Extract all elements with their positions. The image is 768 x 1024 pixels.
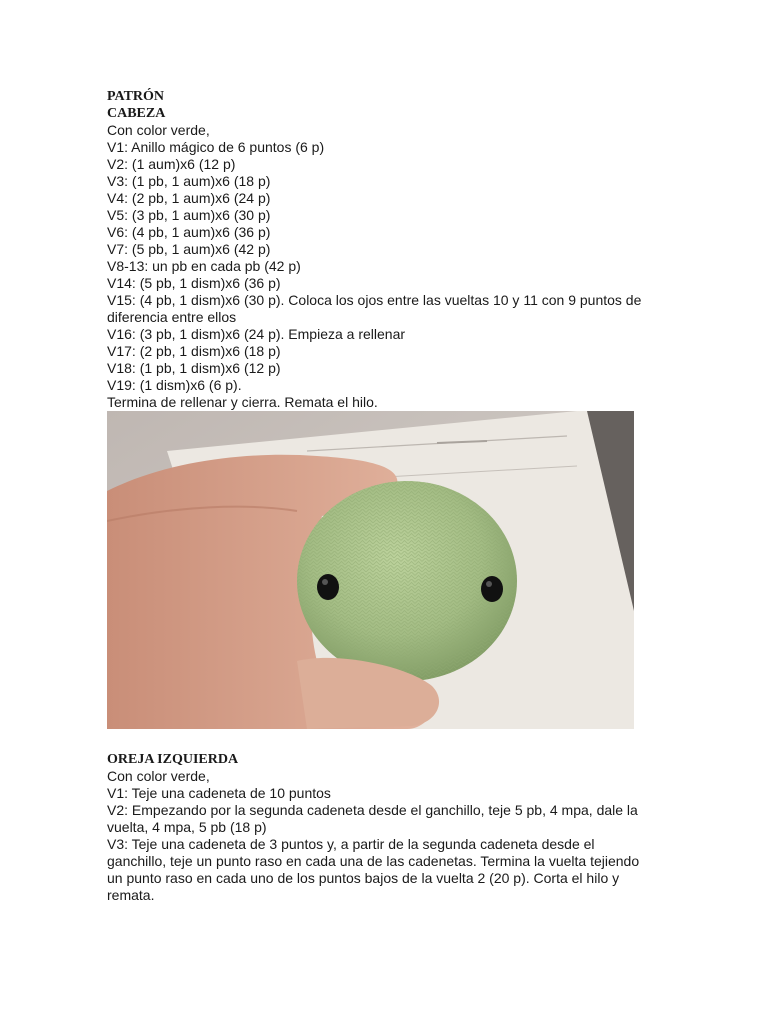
instruction-line: V17: (2 pb, 1 dism)x6 (18 p): [107, 343, 281, 359]
instruction-line: diferencia entre ellos: [107, 309, 237, 325]
eye-right-icon: [481, 576, 503, 602]
instruction-line: V3: (1 pb, 1 aum)x6 (18 p): [107, 173, 271, 189]
left-ear-instructions: [107, 768, 677, 904]
instruction-line: remata.: [107, 887, 155, 903]
instruction-line: V16: (3 pb, 1 dism)x6 (24 p). Empieza a rellenar: [107, 326, 406, 342]
instruction-line: vuelta, 4 mpa, 5 pb (18 p): [107, 819, 267, 835]
spacer: [107, 729, 677, 751]
head-instructions: [107, 122, 677, 411]
document-page: [107, 88, 677, 904]
instruction-line: V4: (2 pb, 1 aum)x6 (24 p): [107, 190, 271, 206]
instruction-line: Con color verde,: [107, 122, 210, 138]
instruction-line: V3: Teje una cadeneta de 3 puntos y, a partir de la segunda cadeneta desde el: [107, 836, 595, 852]
instruction-line: V6: (4 pb, 1 aum)x6 (36 p): [107, 224, 271, 240]
head-section-heading: CABEZA: [107, 106, 166, 121]
instruction-line: V2: (1 aum)x6 (12 p): [107, 156, 236, 172]
instruction-line: V5: (3 pb, 1 aum)x6 (30 p): [107, 207, 271, 223]
instruction-line: un punto raso en cada uno de los puntos bajos de la vuelta 2 (20 p). Corta el hilo y: [107, 870, 620, 886]
instruction-line: V15: (4 pb, 1 dism)x6 (30 p). Coloca los ojos entre las vueltas 10 y 11 con 9 puntos de: [107, 292, 642, 308]
instruction-line: V8-13: un pb en cada pb (42 p): [107, 258, 301, 274]
instruction-line: V1: Teje una cadeneta de 10 puntos: [107, 785, 331, 801]
left-ear-section-heading: OREJA IZQUIERDA: [107, 752, 239, 767]
instruction-line: V7: (5 pb, 1 aum)x6 (42 p): [107, 241, 271, 257]
crochet-head-photo: [107, 411, 634, 729]
instruction-line: Con color verde,: [107, 768, 210, 784]
eye-left-icon: [317, 574, 339, 600]
instruction-line: ganchillo, teje un punto raso en cada una de las cadenetas. Termina la vuelta tejiendo: [107, 853, 640, 869]
pattern-title: PATRÓN: [107, 89, 165, 104]
instruction-line: V19: (1 dism)x6 (6 p).: [107, 377, 242, 393]
instruction-line: V18: (1 pb, 1 dism)x6 (12 p): [107, 360, 281, 376]
instruction-line: V1: Anillo mágico de 6 puntos (6 p): [107, 139, 325, 155]
instruction-line: V2: Empezando por la segunda cadeneta desde el ganchillo, teje 5 pb, 4 mpa, dale la: [107, 802, 638, 818]
instruction-line: Termina de rellenar y cierra. Remata el hilo.: [107, 394, 378, 410]
instruction-line: V14: (5 pb, 1 dism)x6 (36 p): [107, 275, 281, 291]
